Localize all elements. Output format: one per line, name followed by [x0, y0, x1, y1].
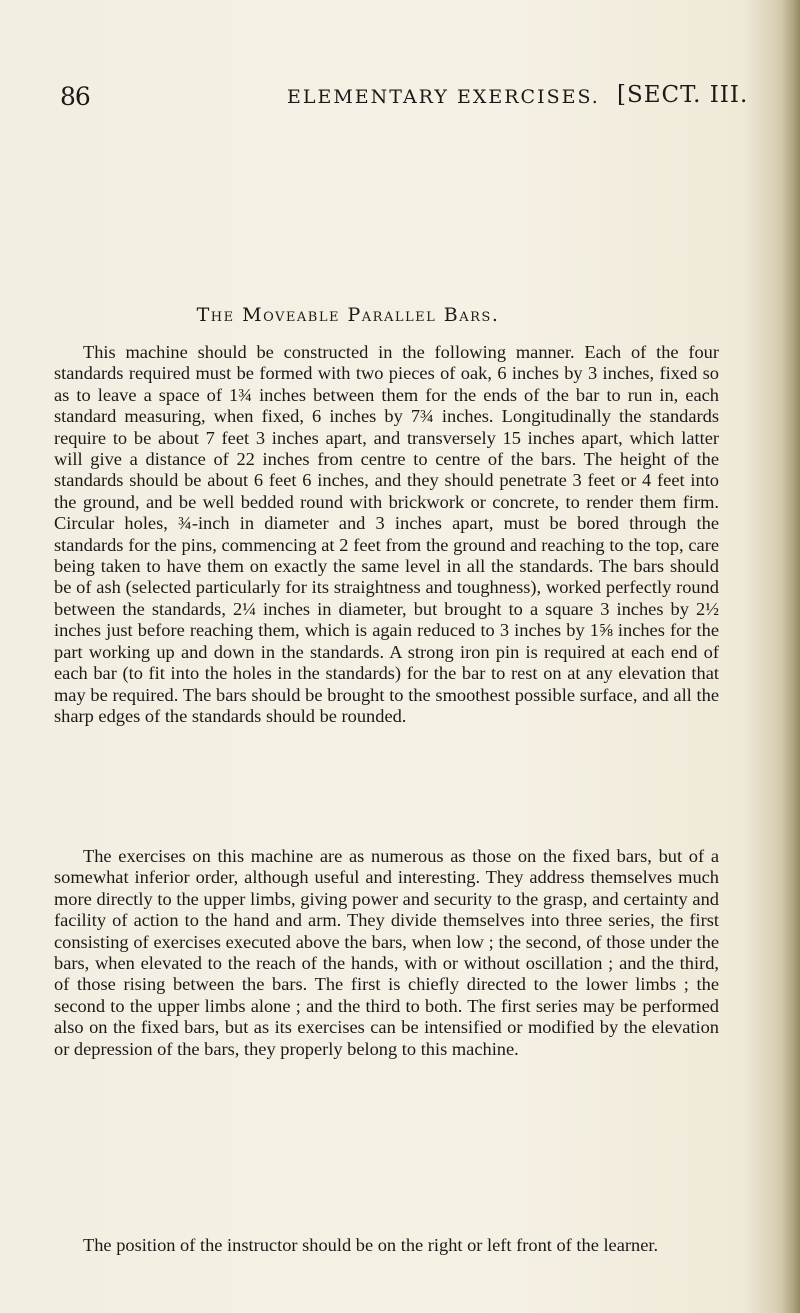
page-edge-shadow [782, 0, 800, 1313]
paragraph-exercises: The exercises on this machine are as numerous as those on the fixed bars, but of a somewhat inferior order, although useful and interesting. They address themselves much more directly to the upper limbs, giving power and security to the grasp, and certainty and facility of action to the hand and arm. They divide themselves into three series, the first consisting of exercises executed above the bars, when low ; the second, of those under the bars, when elevated to the reach of the hands, with or without oscillation ; and the third, of those rising between the bars. The first is chiefly directed to the lower limbs ; the second to the upper limbs alone ; and the third to both. The first series may be performed also on the fixed bars, but as its exercises can be intensified or modified by the elevation or depression of the bars, they properly belong to this machine. [54, 846, 719, 1059]
section-title: The Moveable Parallel Bars. [196, 304, 500, 326]
section-mark: [SECT. III. [617, 82, 749, 108]
page-number: 86 [60, 82, 90, 111]
paragraph-instructor-position: The position of the instructor should be on the right or left front of the learner. [83, 1235, 659, 1255]
running-header [60, 82, 760, 112]
running-title: ELEMENTARY EXERCISES. [287, 86, 600, 108]
paragraph-construction: This machine should be constructed in the following manner. Each of the four standards required must be formed with two pieces of oak, 6 inches by 3 inches, fixed so as to leave a space of 1¾ inches between them for the ends of the bar to run in, each standard measuring, when fixed, 6 inches by 7¾ inches. Longitudinally the standards require to be about 7 feet 3 inches apart, and transversely 15 inches apart, which latter will give a distance of 22 inches from centre to centre of the bars. The height of the standards should be about 6 feet 6 inches, and they should penetrate 3 feet or 4 feet into the ground, and be well bedded round with brickwork or concrete, to render them firm. Circular holes, ¾-inch in diameter and 3 inches apart, must be bored through the standards for the pins, commencing at 2 feet from the ground and reaching to the top, care being taken to have them on exactly the same level in all the standards. The bars should be of ash (selected particularly for its straightness and toughness), worked perfectly round between the standards, 2¼ inches in diameter, but brought to a square 3 inches by 2½ inches just before reaching them, which is again reduced to 3 inches by 1⅝ inches for the part working up and down in the standards. A strong iron pin is required at each end of each bar (to fit into the holes in the standards) for the bar to rest on at any elevation that may be required. The bars should be brought to the smoothest possible surface, and all the sharp edges of the standards should be rounded. [54, 342, 719, 726]
